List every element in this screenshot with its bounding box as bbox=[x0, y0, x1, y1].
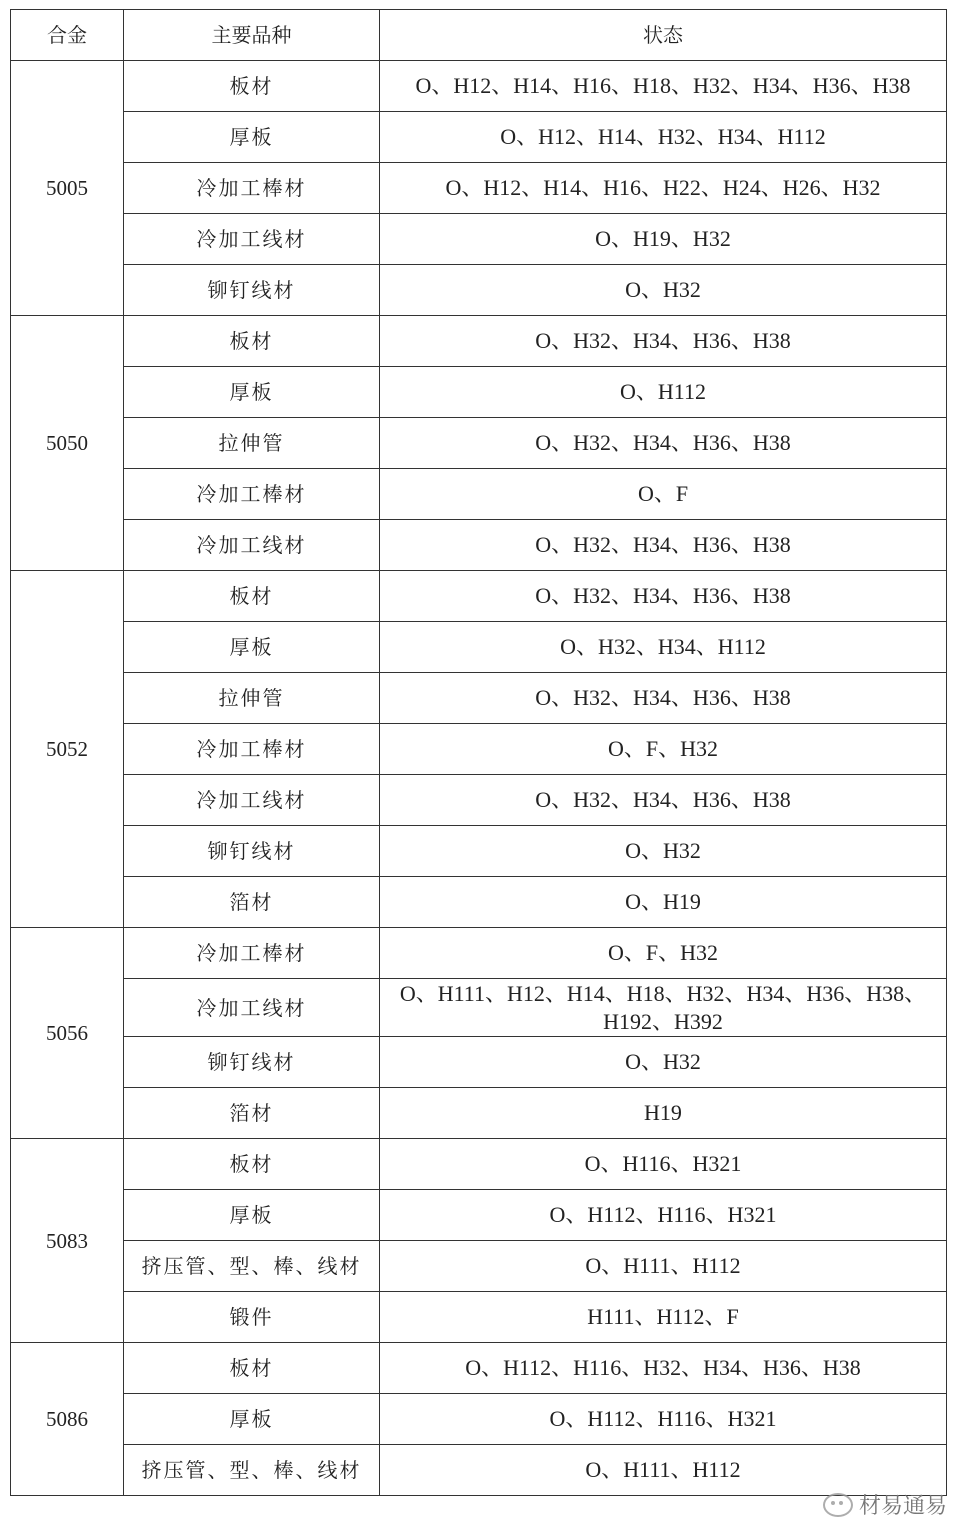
table-row bbox=[11, 418, 947, 469]
table-row bbox=[11, 622, 947, 673]
state-cell: O、H32、H34、H36、H38 bbox=[380, 418, 947, 469]
product-cell: 冷加工线材 bbox=[124, 979, 380, 1037]
state-cell: O、H32 bbox=[380, 1037, 947, 1088]
table-row bbox=[11, 1394, 947, 1445]
watermark-text: 材易通易 bbox=[858, 1494, 947, 1519]
wechat-icon bbox=[823, 1493, 853, 1517]
table-body bbox=[11, 61, 947, 1496]
product-cell: 冷加工棒材 bbox=[124, 724, 380, 775]
table-row bbox=[11, 724, 947, 775]
table-row bbox=[11, 1088, 947, 1139]
alloy-cell: 5083 bbox=[11, 1139, 124, 1343]
header-alloy: 合金 bbox=[11, 10, 124, 61]
product-cell: 冷加工棒材 bbox=[124, 928, 380, 979]
table-row bbox=[11, 673, 947, 724]
state-cell: O、H12、H14、H32、H34、H112 bbox=[380, 112, 947, 163]
watermark bbox=[823, 1489, 947, 1520]
product-cell: 挤压管、型、棒、线材 bbox=[124, 1445, 380, 1496]
state-cell: O、H32、H34、H36、H38 bbox=[380, 316, 947, 367]
product-cell: 板材 bbox=[124, 61, 380, 112]
state-cell: O、H112 bbox=[380, 367, 947, 418]
table-row bbox=[11, 571, 947, 622]
product-cell: 箔材 bbox=[124, 1088, 380, 1139]
header-product: 主要品种 bbox=[124, 10, 380, 61]
state-cell: O、H116、H321 bbox=[380, 1139, 947, 1190]
alloy-temper-table bbox=[10, 9, 947, 1496]
alloy-cell: 5056 bbox=[11, 928, 124, 1139]
state-cell: O、H32 bbox=[380, 826, 947, 877]
table-row bbox=[11, 928, 947, 979]
header-state: 状态 bbox=[380, 10, 947, 61]
table-row bbox=[11, 520, 947, 571]
product-cell: 厚板 bbox=[124, 622, 380, 673]
table-row bbox=[11, 61, 947, 112]
state-cell: O、H111、H12、H14、H18、H32、H34、H36、H38、H192、H392 bbox=[380, 979, 947, 1037]
product-cell: 厚板 bbox=[124, 112, 380, 163]
state-cell: O、H12、H14、H16、H18、H32、H34、H36、H38 bbox=[380, 61, 947, 112]
alloy-cell: 5052 bbox=[11, 571, 124, 928]
table-row bbox=[11, 316, 947, 367]
alloy-cell: 5050 bbox=[11, 316, 124, 571]
state-cell: O、H32、H34、H112 bbox=[380, 622, 947, 673]
state-cell: O、H32、H34、H36、H38 bbox=[380, 571, 947, 622]
state-cell: H19 bbox=[380, 1088, 947, 1139]
product-cell: 冷加工线材 bbox=[124, 775, 380, 826]
table-row bbox=[11, 1292, 947, 1343]
state-cell: O、H111、H112 bbox=[380, 1241, 947, 1292]
product-cell: 板材 bbox=[124, 1343, 380, 1394]
table-row bbox=[11, 1343, 947, 1394]
state-cell: O、F、H32 bbox=[380, 724, 947, 775]
state-cell: O、H19、H32 bbox=[380, 214, 947, 265]
state-cell: O、H112、H116、H321 bbox=[380, 1394, 947, 1445]
state-cell: O、H32 bbox=[380, 265, 947, 316]
table-row bbox=[11, 1241, 947, 1292]
state-cell: O、H32、H34、H36、H38 bbox=[380, 673, 947, 724]
table-row bbox=[11, 1445, 947, 1496]
state-cell: O、H111、H112 bbox=[380, 1445, 947, 1496]
table-row bbox=[11, 1139, 947, 1190]
state-cell: O、F bbox=[380, 469, 947, 520]
table-row bbox=[11, 163, 947, 214]
product-cell: 板材 bbox=[124, 571, 380, 622]
product-cell: 拉伸管 bbox=[124, 673, 380, 724]
table-row bbox=[11, 775, 947, 826]
product-cell: 厚板 bbox=[124, 1190, 380, 1241]
state-cell: O、H32、H34、H36、H38 bbox=[380, 775, 947, 826]
state-cell: O、F、H32 bbox=[380, 928, 947, 979]
product-cell: 铆钉线材 bbox=[124, 826, 380, 877]
state-cell: O、H32、H34、H36、H38 bbox=[380, 520, 947, 571]
product-cell: 箔材 bbox=[124, 877, 380, 928]
table-row bbox=[11, 826, 947, 877]
state-cell: O、H12、H14、H16、H22、H24、H26、H32 bbox=[380, 163, 947, 214]
table-row bbox=[11, 214, 947, 265]
product-cell: 铆钉线材 bbox=[124, 1037, 380, 1088]
state-cell: H111、H112、F bbox=[380, 1292, 947, 1343]
product-cell: 板材 bbox=[124, 1139, 380, 1190]
product-cell: 厚板 bbox=[124, 1394, 380, 1445]
table-row bbox=[11, 1190, 947, 1241]
state-cell: O、H112、H116、H321 bbox=[380, 1190, 947, 1241]
table-row bbox=[11, 1037, 947, 1088]
product-cell: 冷加工线材 bbox=[124, 214, 380, 265]
product-cell: 冷加工线材 bbox=[124, 520, 380, 571]
alloy-cell: 5086 bbox=[11, 1343, 124, 1496]
state-cell: O、H112、H116、H32、H34、H36、H38 bbox=[380, 1343, 947, 1394]
product-cell: 铆钉线材 bbox=[124, 265, 380, 316]
product-cell: 冷加工棒材 bbox=[124, 163, 380, 214]
table-row bbox=[11, 265, 947, 316]
table-row bbox=[11, 367, 947, 418]
table-row bbox=[11, 877, 947, 928]
product-cell: 锻件 bbox=[124, 1292, 380, 1343]
product-cell: 挤压管、型、棒、线材 bbox=[124, 1241, 380, 1292]
table-row bbox=[11, 979, 947, 1037]
table-row bbox=[11, 469, 947, 520]
alloy-cell: 5005 bbox=[11, 61, 124, 316]
header-row bbox=[11, 10, 947, 61]
state-cell: O、H19 bbox=[380, 877, 947, 928]
table-row bbox=[11, 112, 947, 163]
product-cell: 冷加工棒材 bbox=[124, 469, 380, 520]
product-cell: 板材 bbox=[124, 316, 380, 367]
product-cell: 拉伸管 bbox=[124, 418, 380, 469]
product-cell: 厚板 bbox=[124, 367, 380, 418]
